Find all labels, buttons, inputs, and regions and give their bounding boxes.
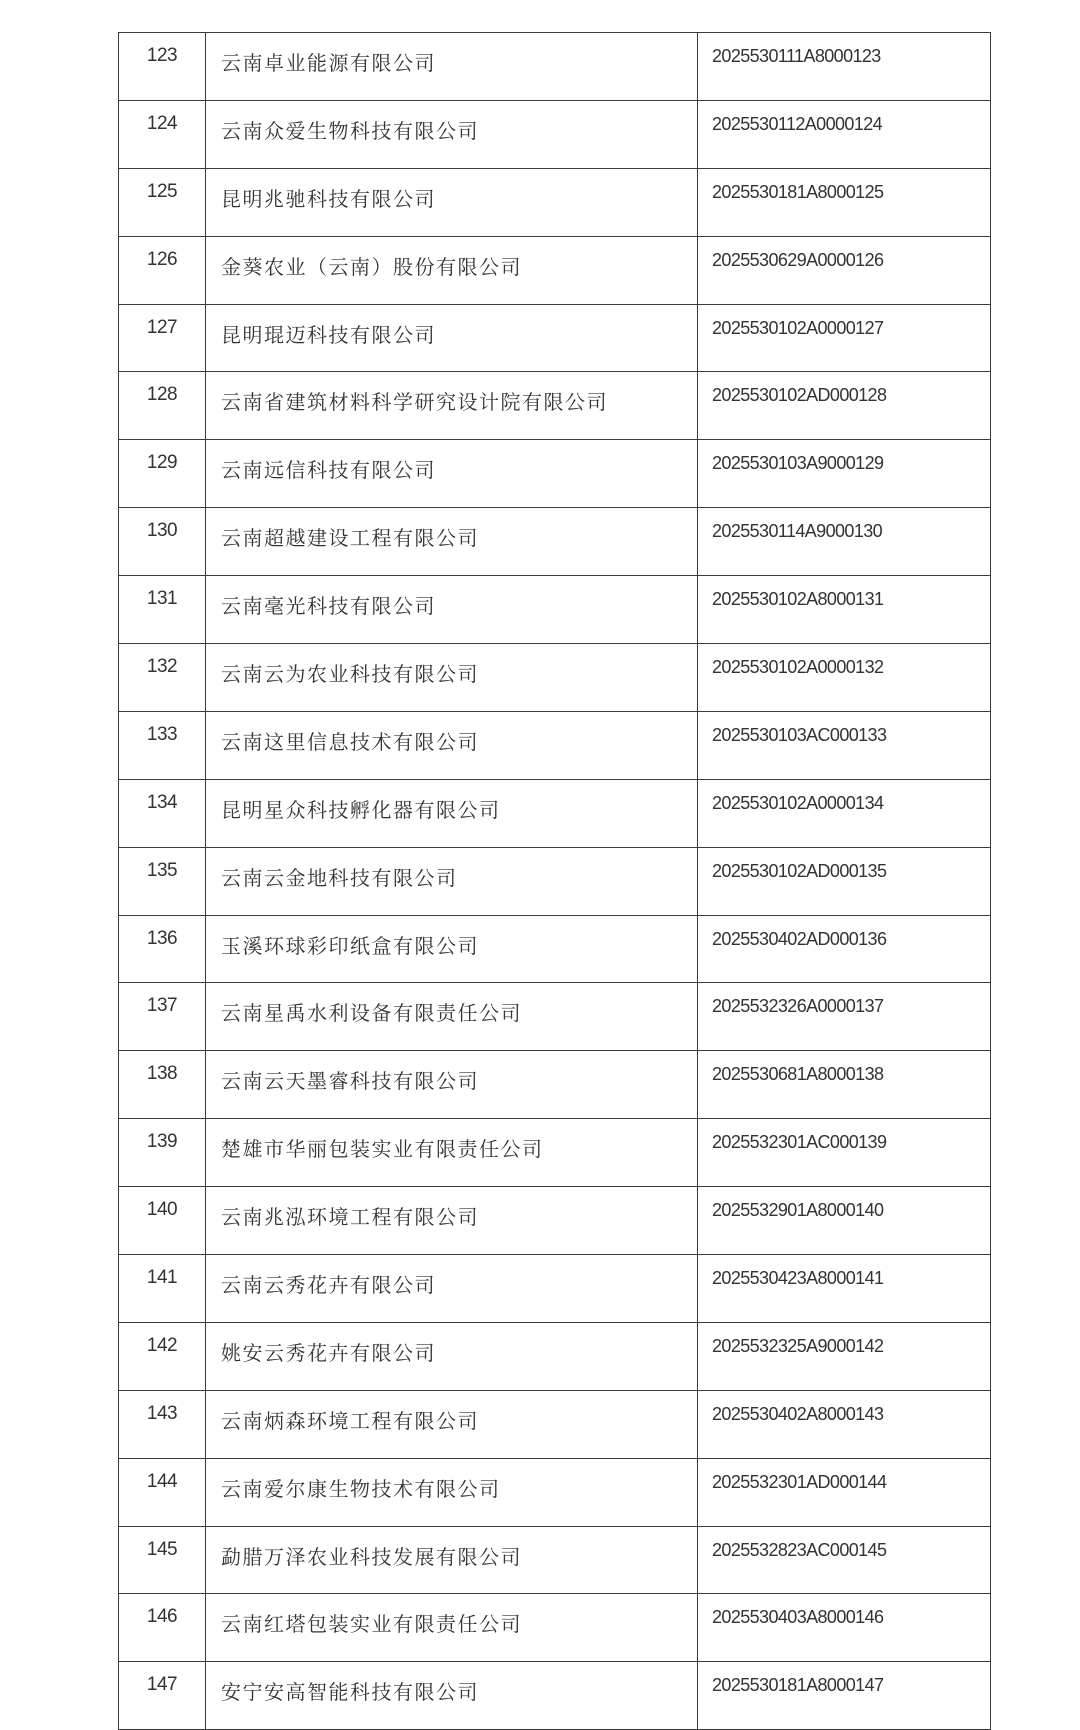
registration-code-cell: 2025530681A8000138 [698,1051,991,1119]
row-number-cell: 123 [119,33,206,101]
table-row [119,1594,991,1662]
row-number-cell: 142 [119,1322,206,1390]
company-name-cell: 云南兆泓环境工程有限公司 [206,1187,698,1255]
row-number-cell: 125 [119,168,206,236]
table-row [119,576,991,644]
table-row [119,779,991,847]
table-row [119,1119,991,1187]
registration-code-cell: 2025530102AD000135 [698,847,991,915]
company-name-cell: 昆明星众科技孵化器有限公司 [206,779,698,847]
table-row [119,508,991,576]
row-number-cell: 129 [119,440,206,508]
company-name-cell: 云南炳森环境工程有限公司 [206,1390,698,1458]
registration-code-cell: 2025530402A8000143 [698,1390,991,1458]
company-name-cell: 云南云天墨睿科技有限公司 [206,1051,698,1119]
row-number-cell: 146 [119,1594,206,1662]
row-number-cell: 132 [119,644,206,712]
table-row [119,168,991,236]
company-name-cell: 云南卓业能源有限公司 [206,33,698,101]
table-row [119,983,991,1051]
company-name-cell: 云南超越建设工程有限公司 [206,508,698,576]
registration-code-cell: 2025530102A8000131 [698,576,991,644]
table-row [119,372,991,440]
row-number-cell: 143 [119,1390,206,1458]
company-name-cell: 玉溪环球彩印纸盒有限公司 [206,915,698,983]
company-name-cell: 云南云金地科技有限公司 [206,847,698,915]
table-row [119,1526,991,1594]
row-number-cell: 139 [119,1119,206,1187]
table-row [119,1458,991,1526]
row-number-cell: 126 [119,236,206,304]
table-row [119,1390,991,1458]
registration-code-cell: 2025530629A0000126 [698,236,991,304]
row-number-cell: 128 [119,372,206,440]
table-row [119,1187,991,1255]
company-name-cell: 金葵农业（云南）股份有限公司 [206,236,698,304]
company-name-cell: 云南爱尔康生物技术有限公司 [206,1458,698,1526]
registration-code-cell: 2025530102AD000128 [698,372,991,440]
table-row [119,1662,991,1730]
registration-code-cell: 2025530181A8000147 [698,1662,991,1730]
registration-code-cell: 2025532301AD000144 [698,1458,991,1526]
registration-code-cell: 2025530402AD000136 [698,915,991,983]
registration-code-cell: 2025532326A0000137 [698,983,991,1051]
row-number-cell: 138 [119,1051,206,1119]
table-row [119,711,991,779]
table-row [119,236,991,304]
registration-code-cell: 2025532325A9000142 [698,1322,991,1390]
registration-code-cell: 2025530181A8000125 [698,168,991,236]
registration-code-cell: 2025532901A8000140 [698,1187,991,1255]
company-name-cell: 姚安云秀花卉有限公司 [206,1322,698,1390]
company-name-cell: 云南这里信息技术有限公司 [206,711,698,779]
table-row [119,847,991,915]
row-number-cell: 141 [119,1255,206,1323]
company-name-cell: 云南红塔包装实业有限责任公司 [206,1594,698,1662]
row-number-cell: 130 [119,508,206,576]
row-number-cell: 144 [119,1458,206,1526]
company-name-cell: 勐腊万泽农业科技发展有限公司 [206,1526,698,1594]
table-row [119,440,991,508]
table-row [119,1322,991,1390]
row-number-cell: 145 [119,1526,206,1594]
row-number-cell: 140 [119,1187,206,1255]
company-name-cell: 安宁安高智能科技有限公司 [206,1662,698,1730]
registration-code-cell: 2025530423A8000141 [698,1255,991,1323]
company-name-cell: 楚雄市华丽包装实业有限责任公司 [206,1119,698,1187]
row-number-cell: 124 [119,100,206,168]
company-name-cell: 昆明琨迈科技有限公司 [206,304,698,372]
registration-code-cell: 2025530102A0000127 [698,304,991,372]
row-number-cell: 135 [119,847,206,915]
registration-code-cell: 2025530103AC000133 [698,711,991,779]
company-list-table [118,32,991,1730]
row-number-cell: 136 [119,915,206,983]
company-name-cell: 昆明兆驰科技有限公司 [206,168,698,236]
table-row [119,1051,991,1119]
table-row [119,1255,991,1323]
row-number-cell: 147 [119,1662,206,1730]
table-row [119,100,991,168]
company-name-cell: 云南云秀花卉有限公司 [206,1255,698,1323]
table-row [119,915,991,983]
registration-code-cell: 2025530102A0000134 [698,779,991,847]
company-name-cell: 云南云为农业科技有限公司 [206,644,698,712]
row-number-cell: 133 [119,711,206,779]
company-name-cell: 云南星禹水利设备有限责任公司 [206,983,698,1051]
company-name-cell: 云南省建筑材料科学研究设计院有限公司 [206,372,698,440]
company-list-table-container [118,32,962,1730]
registration-code-cell: 2025530114A9000130 [698,508,991,576]
table-row [119,304,991,372]
registration-code-cell: 2025530102A0000132 [698,644,991,712]
company-name-cell: 云南毫光科技有限公司 [206,576,698,644]
row-number-cell: 134 [119,779,206,847]
table-row [119,644,991,712]
table-body [119,33,991,1730]
table-row [119,33,991,101]
row-number-cell: 131 [119,576,206,644]
registration-code-cell: 2025530103A9000129 [698,440,991,508]
company-name-cell: 云南众爱生物科技有限公司 [206,100,698,168]
company-name-cell: 云南远信科技有限公司 [206,440,698,508]
row-number-cell: 127 [119,304,206,372]
registration-code-cell: 2025532823AC000145 [698,1526,991,1594]
registration-code-cell: 2025532301AC000139 [698,1119,991,1187]
row-number-cell: 137 [119,983,206,1051]
registration-code-cell: 2025530111A8000123 [698,33,991,101]
registration-code-cell: 2025530403A8000146 [698,1594,991,1662]
registration-code-cell: 2025530112A0000124 [698,100,991,168]
